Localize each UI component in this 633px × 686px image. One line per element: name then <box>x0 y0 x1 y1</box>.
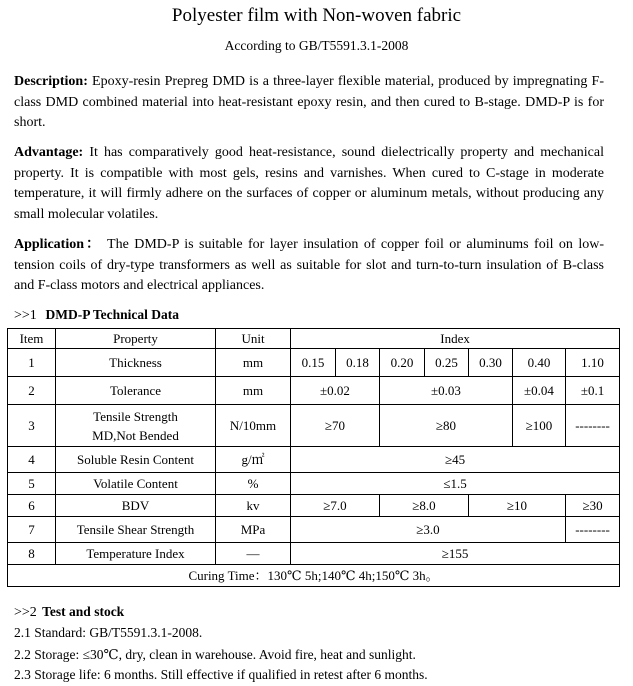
table-row <box>8 495 620 517</box>
row-property: Soluble Resin Content <box>56 447 216 473</box>
curing-row <box>8 565 620 587</box>
row-value: 1.10 <box>566 349 620 377</box>
row-value: ≥155 <box>291 543 620 565</box>
curing-time: Curing Time：130℃ 5h;140℃ 4h;150℃ 3h。 <box>8 565 620 587</box>
row-value: 0.18 <box>336 349 380 377</box>
header-index: Index <box>291 329 620 349</box>
section-2-heading <box>14 604 124 621</box>
row-item: 4 <box>8 447 56 473</box>
row-value: ≥30 <box>566 495 620 517</box>
row-item: 8 <box>8 543 56 565</box>
row-property: BDV <box>56 495 216 517</box>
application-text: The DMD-P is suitable for layer insulation of copper foil or aluminums foil on low-tension coils of dry-type transformers as well as suitable for slot and turn-to-turn insulation of B-class and F-class motors and electrical appliances. <box>14 237 604 293</box>
section-2-arrow: >>2 <box>14 605 37 620</box>
row-item: 6 <box>8 495 56 517</box>
row-unit: MPa <box>216 517 291 543</box>
note-standard: 2.1 Standard: GB/T5591.3.1-2008. <box>14 625 203 640</box>
row-property: Thickness <box>56 349 216 377</box>
section-1-arrow: >>1 <box>14 308 37 323</box>
row-value: ≥3.0 <box>291 517 566 543</box>
row-value: ≤1.5 <box>291 473 620 495</box>
row-item: 5 <box>8 473 56 495</box>
table-row <box>8 377 620 405</box>
row-property-line: Tensile Strength <box>93 408 178 424</box>
application-paragraph <box>14 235 604 297</box>
table-header-row <box>8 329 620 349</box>
section-1-heading <box>14 307 179 324</box>
row-value: ±0.03 <box>380 377 513 405</box>
row-value: 0.15 <box>291 349 336 377</box>
description-text: Epoxy-resin Prepreg DMD is a three-layer flexible material, produced by impregnating F-class DMD combined material into heat-resistant epoxy resin, and then cured to B-stage. DMD-P is for short. <box>14 74 604 130</box>
row-unit: g/㎡ <box>216 447 291 473</box>
row-value: ≥10 <box>469 495 566 517</box>
table-row <box>8 349 620 377</box>
row-value: ±0.1 <box>566 377 620 405</box>
header-item: Item <box>8 329 56 349</box>
header-property: Property <box>56 329 216 349</box>
table-row <box>8 405 620 447</box>
row-unit: mm <box>216 377 291 405</box>
row-unit: mm <box>216 349 291 377</box>
row-value: 0.20 <box>380 349 425 377</box>
row-property: Volatile Content <box>56 473 216 495</box>
row-property: Tolerance <box>56 377 216 405</box>
row-property: Tensile Shear Strength <box>56 517 216 543</box>
description-paragraph <box>14 72 604 134</box>
header-unit: Unit <box>216 329 291 349</box>
application-label: Application： <box>14 237 102 252</box>
row-property-line: MD,Not Bended <box>92 427 179 443</box>
row-value: ≥45 <box>291 447 620 473</box>
row-value: 0.25 <box>425 349 469 377</box>
row-item: 3 <box>8 405 56 447</box>
note-storage-life: 2.3 Storage life: 6 months. Still effective if qualified in retest after 6 months. <box>14 667 428 682</box>
row-value: ≥8.0 <box>380 495 469 517</box>
section-2-label: Test and stock <box>42 604 125 619</box>
advantage-text: It has comparatively good heat-resistance, sound dielectrically property and mechanical property. It is compatible with most gels, resins and varnishes. When cured to C-stage in moderate temperature, it will firmly adhere on the surfaces of copper or aluminum metals, without producing any small molecular volatiles. <box>14 145 604 222</box>
row-value: ±0.04 <box>513 377 566 405</box>
table-row <box>8 473 620 495</box>
table-row <box>8 517 620 543</box>
row-value: -------- <box>566 405 620 447</box>
row-item: 2 <box>8 377 56 405</box>
row-value: ≥80 <box>380 405 513 447</box>
row-value: ≥7.0 <box>291 495 380 517</box>
technical-data-table <box>7 328 620 587</box>
section-1-label: DMD-P Technical Data <box>45 307 180 322</box>
row-unit: N/10mm <box>216 405 291 447</box>
row-value: 0.30 <box>469 349 513 377</box>
row-unit: % <box>216 473 291 495</box>
row-value: ≥70 <box>291 405 380 447</box>
document-title: Polyester film with Non-woven fabric <box>171 5 462 26</box>
description-label: Description: <box>14 74 88 89</box>
note-storage: 2.2 Storage: ≤30℃, dry, clean in warehouse. Avoid fire, heat and sunlight. <box>14 647 416 662</box>
row-value: 0.40 <box>513 349 566 377</box>
row-unit: — <box>216 543 291 565</box>
row-item: 7 <box>8 517 56 543</box>
row-unit: kv <box>216 495 291 517</box>
row-value: ≥100 <box>513 405 566 447</box>
advantage-label: Advantage: <box>14 145 84 160</box>
row-item: 1 <box>8 349 56 377</box>
table-row <box>8 543 620 565</box>
row-value: ±0.02 <box>291 377 380 405</box>
table-row <box>8 447 620 473</box>
row-value: -------- <box>566 517 620 543</box>
row-property <box>56 405 216 447</box>
row-property: Temperature Index <box>56 543 216 565</box>
advantage-paragraph <box>14 143 604 225</box>
document-subtitle: According to GB/T5591.3.1-2008 <box>224 38 409 53</box>
